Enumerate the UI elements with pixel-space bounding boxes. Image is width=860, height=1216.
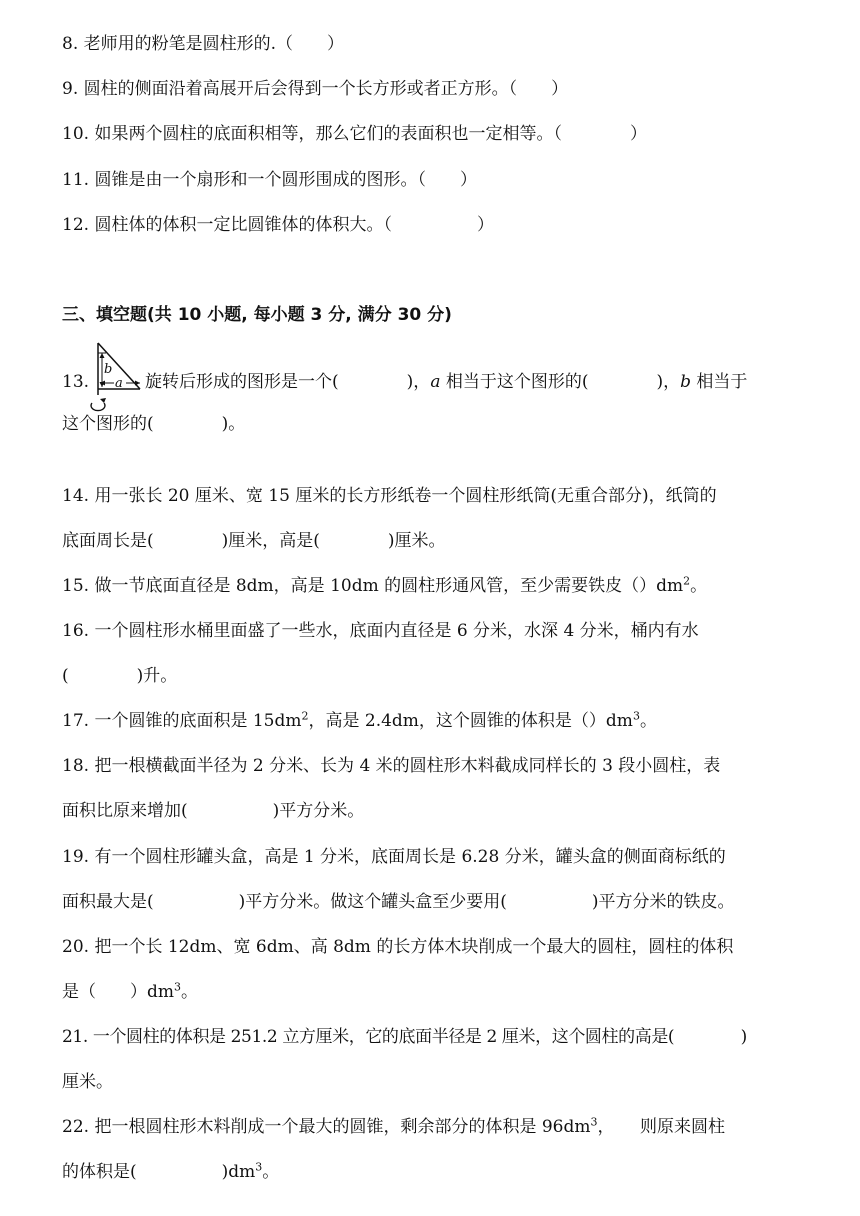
rotation-arrowhead: [100, 398, 106, 403]
question-19-line1: 19. 有一个圆柱形罐头盒，高是 1 分米，底面周长是 6.28 分米，罐头盒的侧面商标纸的: [62, 847, 726, 867]
question-20-end: 。: [181, 982, 199, 1002]
question-15-end: 。: [690, 576, 708, 596]
variable-b: b: [680, 372, 692, 392]
question-21-line2: 厘米。: [62, 1072, 113, 1092]
variable-a: a: [430, 372, 441, 392]
rotation-triangle-figure: [84, 339, 146, 421]
question-20-sup: 3: [174, 980, 182, 994]
question-22-sup2: 3: [255, 1160, 263, 1174]
question-14-line2: 底面周长是( )厘米，高是( )厘米。: [62, 531, 446, 551]
question-17-text1: 17. 一个圆锥的底面积是 15dm: [62, 711, 302, 731]
question-17-sup1: 2: [301, 709, 309, 723]
question-10: 10. 如果两个圆柱的底面积相等，那么它们的表面积也一定相等。（ ）: [62, 124, 647, 144]
question-18-line2: 面积比原来增加( )平方分米。: [62, 801, 365, 821]
question-22-text3: 的体积是( )dm: [62, 1162, 256, 1182]
rotation-arrow-icon: [91, 403, 105, 411]
question-13-text2: 相当于这个图形的( )，: [440, 372, 681, 392]
question-13-line2: 这个图形的( )。: [62, 414, 246, 434]
question-15-sup: 2: [683, 574, 691, 588]
question-22-line1: [62, 1115, 725, 1139]
question-16-line2: ( )升。: [62, 666, 178, 686]
question-9: 9. 圆柱的侧面沿着高展开后会得到一个长方形或者正方形。（ ）: [62, 79, 569, 99]
figure-label-a: a: [115, 376, 123, 391]
question-22-line2: [62, 1160, 279, 1184]
question-21-line1: 21. 一个圆柱的体积是 251.2 立方厘米，它的底面半径是 2 厘米，这个圆柱的高是( ): [62, 1027, 747, 1047]
question-17-end: 。: [639, 711, 657, 731]
question-13-text1: 旋转后形成的图形是一个( )，: [145, 372, 431, 392]
question-14-line1: 14. 用一张长 20 厘米、宽 15 厘米的长方形纸卷一个圆柱形纸筒(无重合部分)，纸筒的: [62, 486, 717, 506]
question-20-line2: [62, 980, 198, 1004]
question-15: [62, 574, 707, 598]
section-heading: 三、填空题(共 10 小题, 每小题 3 分, 满分 30 分): [62, 305, 452, 325]
b-arrow-up: [100, 353, 105, 358]
question-13-line1: [62, 370, 747, 394]
question-17-text2: ，高是 2.4dm，这个圆锥的体积是（）dm: [308, 711, 633, 731]
question-11: 11. 圆锥是由一个扇形和一个圆形围成的图形。（ ）: [62, 170, 477, 190]
question-20-line1: 20. 把一个长 12dm、宽 6dm、高 8dm 的长方体木块削成一个最大的圆柱，圆柱的体积: [62, 937, 734, 957]
question-8: 8. 老师用的粉笔是圆柱形的.（ ）: [62, 34, 345, 54]
question-22-text1: 22. 把一根圆柱形木料削成一个最大的圆锥，剩余部分的体积是 96dm: [62, 1117, 591, 1137]
question-12: 12. 圆柱体的体积一定比圆锥体的体积大。（ ）: [62, 215, 494, 235]
question-22-sup1: 3: [590, 1115, 598, 1129]
question-19-line2: 面积最大是( )平方分米。做这个罐头盒至少要用( )平方分米的铁皮。: [62, 892, 735, 912]
question-13-number: 13.: [62, 372, 90, 392]
question-22-end: 。: [262, 1162, 280, 1182]
figure-label-b: b: [104, 362, 113, 377]
question-13-text3: 相当于: [691, 372, 748, 392]
question-18-line1: 18. 把一根横截面半径为 2 分米、长为 4 米的圆柱形木料截成同样长的 3 段小圆柱，表: [62, 756, 721, 776]
question-15-text: 15. 做一节底面直径是 8dm，高是 10dm 的圆柱形通风管，至少需要铁皮（）dm: [62, 576, 684, 596]
question-16-line1: 16. 一个圆柱形水桶里面盛了一些水，底面内直径是 6 分米，水深 4 分米，桶内有水: [62, 621, 699, 641]
a-arrow-right: [135, 381, 140, 386]
question-20-text: 是（ ）dm: [62, 982, 175, 1002]
question-17-sup2: 3: [632, 709, 640, 723]
question-22-text2: ， 则原来圆柱: [597, 1117, 725, 1137]
question-17: [62, 709, 657, 733]
